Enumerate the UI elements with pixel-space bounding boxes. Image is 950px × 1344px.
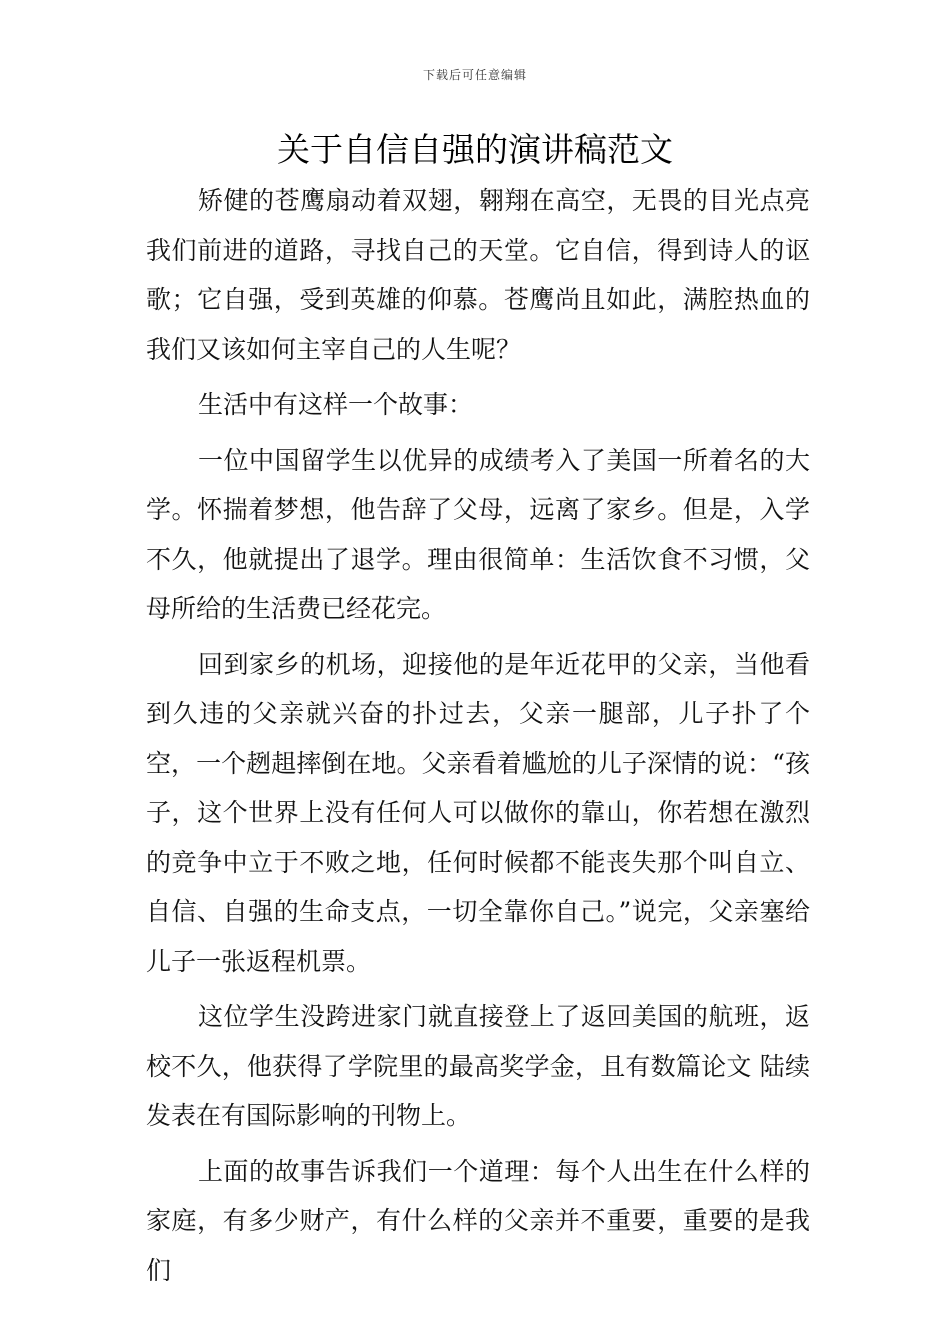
header-note: 下载后可任意编辑 [422,68,527,82]
document-body [146,176,810,1301]
paragraph-story-lead: 生活中有这样一个故事： [198,390,474,419]
paragraph-intro: 矫健的苍鹰扇动着双翅，翱翔在高空，无畏的目光点亮我们前进的道路，寻找自己的天堂。它自信，得到诗人的讴歌；它自强，受到英雄的仰慕。苍鹰尚且如此，满腔热血的我们又该如何主宰自己的人生呢？ [146,186,810,364]
document-title: 关于自信自强的演讲稿范文 [277,130,673,169]
paragraph-student: 一位中国留学生以优异的成绩考入了美国一所着名的大学。怀揣着梦想，他告辞了父母，远离了家乡。但是，入学不久，他就提出了退学。理由很简单：生活饮食不习惯，父母所给的生活费已经花完。 [146,445,810,623]
paragraph-father: 回到家乡的机场，迎接他的是年近花甲的父亲，当他看到久违的父亲就兴奋的扑过去，父亲一腿部，儿子扑了个空，一个趔趄摔倒在地。父亲看着尴尬的儿子深情的说：“孩子，这个世界上没有任何人可以做你的靠山，你若想在激烈的竞争中立于不败之地，任何时候都不能丧失那个叫自立、自信、自强的生命支点，一切全靠你自己。”说完，父亲塞给儿子一张返程机票。 [146,649,810,976]
paragraph-lesson: 上面的故事告诉我们一个道理：每个人出生在什么样的家庭，有多少财产，有什么样的父亲并不重要，重要的是我们 [146,1156,810,1285]
paragraph-return: 这位学生没跨进家门就直接登上了返回美国的航班，返校不久，他获得了学院里的最高奖学金，且有数篇论文 陆续发表在有国际影响的刊物上。 [146,1002,810,1130]
